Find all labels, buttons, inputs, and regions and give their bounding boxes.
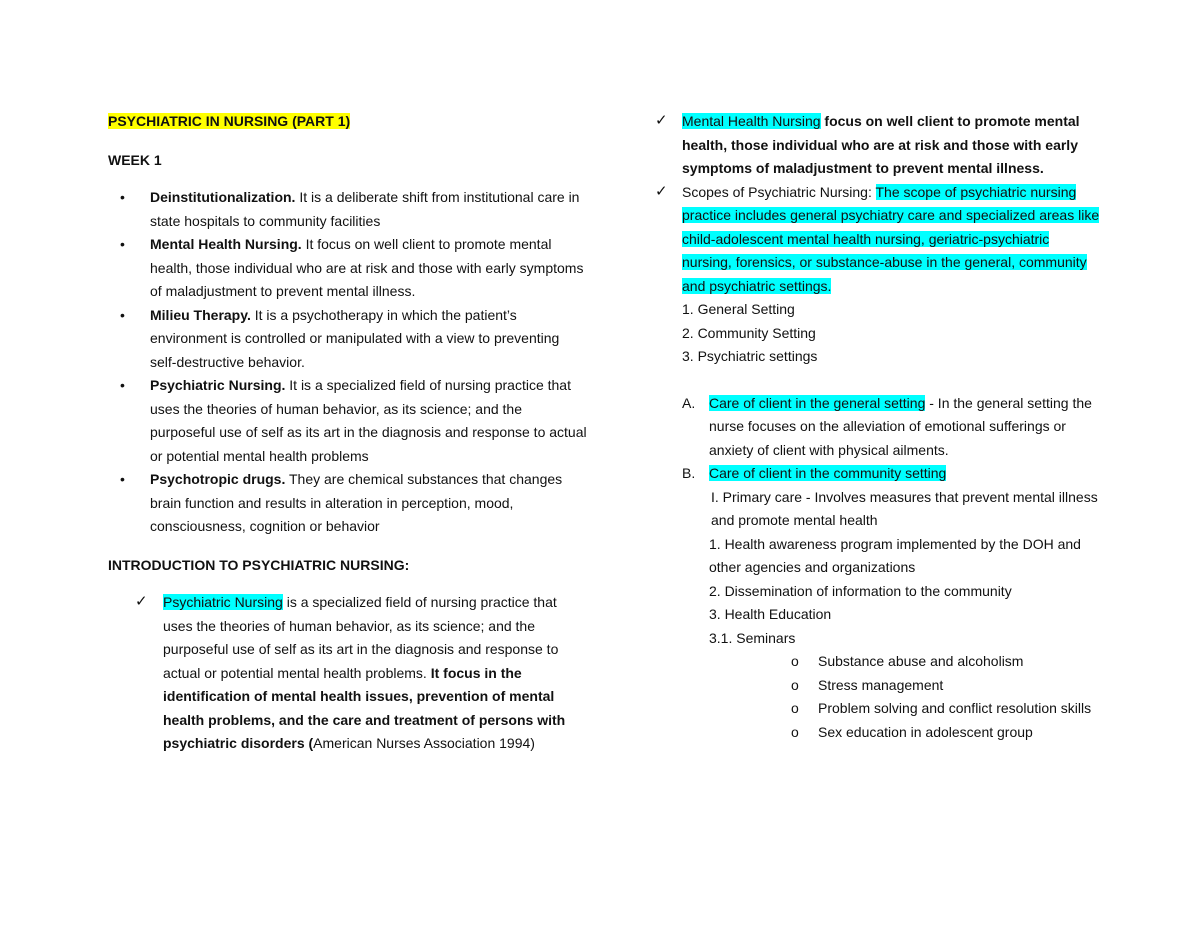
list-item: [108, 233, 588, 304]
check-item-scopes: [655, 181, 1100, 299]
setting-line: 2. Community Setting: [682, 324, 816, 341]
seminar-item: Sex education in adolescent group: [818, 723, 1033, 740]
intro-citation: American Nurses Association 1994): [313, 735, 535, 751]
list-item: [655, 721, 1100, 745]
circle-bullet-icon: o: [791, 700, 799, 716]
checkmark-icon: ✓: [135, 593, 148, 610]
list-item: [108, 468, 588, 539]
term: Deinstitutionalization.: [150, 189, 296, 205]
bullet-icon: •: [120, 189, 125, 205]
bullet-icon: •: [120, 236, 125, 252]
intro-heading: INTRODUCTION TO PSYCHIATRIC NURSING:: [108, 556, 410, 573]
seminar-list: [655, 650, 1100, 744]
circle-bullet-icon: o: [791, 653, 799, 669]
highlighted-term: Psychiatric Nursing: [163, 594, 283, 610]
list-item: [108, 186, 588, 233]
left-column: [108, 110, 588, 756]
document-title: [108, 110, 588, 134]
spacer: [655, 369, 1100, 392]
seminar-item: Substance abuse and alcoholism: [818, 653, 1024, 669]
primary-care: I. Primary care - Involves measures that prevent mental illness and promote mental health: [711, 488, 1098, 528]
intro-text: is a specialized field of nursing practice that uses the theories of human behavior, as its science; and the purposeful use of self as its art in the diagnosis and response to actual or potential mental health problems.: [163, 594, 559, 681]
bullet-icon: •: [120, 306, 125, 323]
title-highlight: PSYCHIATRIC IN NURSING (PART 1): [108, 113, 351, 129]
list-item: [655, 697, 1100, 721]
definition: It is a psychotherapy in which the patient’s environment is controlled or manipulated with a view to preventing self-destructive behavior.: [150, 306, 560, 370]
setting-line: 1. General Setting: [682, 301, 795, 317]
list-item: [108, 374, 588, 468]
list-item: [655, 674, 1100, 698]
intro-check-item: [108, 591, 588, 756]
definitions-list: [108, 186, 588, 539]
definition: It is a specialized field of nursing practice that uses the theories of human behavior, as its science; and the purposeful use of self as its art in the diagnosis and response to actual or potential mental health problems: [150, 377, 587, 464]
term: Milieu Therapy.: [150, 306, 251, 323]
term: Mental Health Nursing.: [150, 236, 302, 252]
checkmark-icon: ✓: [655, 112, 668, 129]
item-b-highlight: Care of client in the community setting: [709, 465, 947, 481]
highlighted-term: Mental Health Nursing: [682, 113, 821, 129]
circle-bullet-icon: o: [791, 676, 799, 693]
item-a-text: - In the general setting the nurse focuses on the alleviation of emotional sufferings or anxiety of client with physical ailments.: [709, 394, 1092, 458]
seminar-item: Stress management: [818, 676, 944, 693]
week-heading: WEEK 1: [108, 151, 162, 168]
bullet-icon: •: [120, 471, 125, 487]
item-a: [655, 392, 1100, 463]
circle-bullet-icon: o: [791, 723, 799, 740]
definition: It focus on well client to promote mental health, those individual who are at risk and those with early symptoms of maladjustment to prevent mental illness.: [150, 236, 584, 299]
item-a-label: A.: [682, 394, 696, 411]
right-column: [655, 110, 1100, 744]
list-item: [108, 304, 588, 375]
list-item: [655, 650, 1100, 674]
bullet-icon: •: [120, 377, 125, 393]
bold-text: focus on well client to promote mental health, those individual who are at risk and those with early symptoms of maladjustment to prevent mental illness.: [682, 113, 1080, 176]
scopes-highlight: The scope of psychiatric nursing practice includes general psychiatry care and specialized areas like child-adolescent mental health nursing, geriatric-psychiatric nursing, forensics, or substance-abuse in the general, community and psychiatric settings.: [682, 183, 1100, 294]
term: Psychiatric Nursing.: [150, 377, 286, 393]
seminars-heading: 3.1. Seminars: [709, 629, 796, 646]
setting-line: 3. Psychiatric settings: [682, 348, 818, 364]
check-item-mental-health: [655, 110, 1100, 181]
numbered-item: 3. Health Education: [709, 606, 832, 622]
item-a-highlight: Care of client in the general setting: [709, 394, 926, 411]
item-b-label: B.: [682, 465, 696, 481]
seminar-item: Problem solving and conflict resolution skills: [818, 700, 1092, 716]
item-b: [655, 462, 1100, 486]
term: Psychotropic drugs.: [150, 471, 286, 487]
definition: It is a deliberate shift from institutional care in state hospitals to community facilities: [150, 189, 580, 229]
numbered-item: 1. Health awareness program implemented by the DOH and other agencies and organizations: [709, 535, 1081, 575]
definition: They are chemical substances that changes brain function and results in alteration in perception, mood, consciousness, cognition or behavior: [150, 471, 563, 534]
scopes-lead: Scopes of Psychiatric Nursing:: [682, 183, 876, 200]
checkmark-icon: ✓: [655, 182, 668, 200]
intro-bold-text: It focus in the identification of mental health issues, prevention of mental health problems, and the care and treatment of persons with psychiatric disorders (: [163, 664, 566, 751]
numbered-item: 2. Dissemination of information to the community: [709, 582, 1012, 599]
